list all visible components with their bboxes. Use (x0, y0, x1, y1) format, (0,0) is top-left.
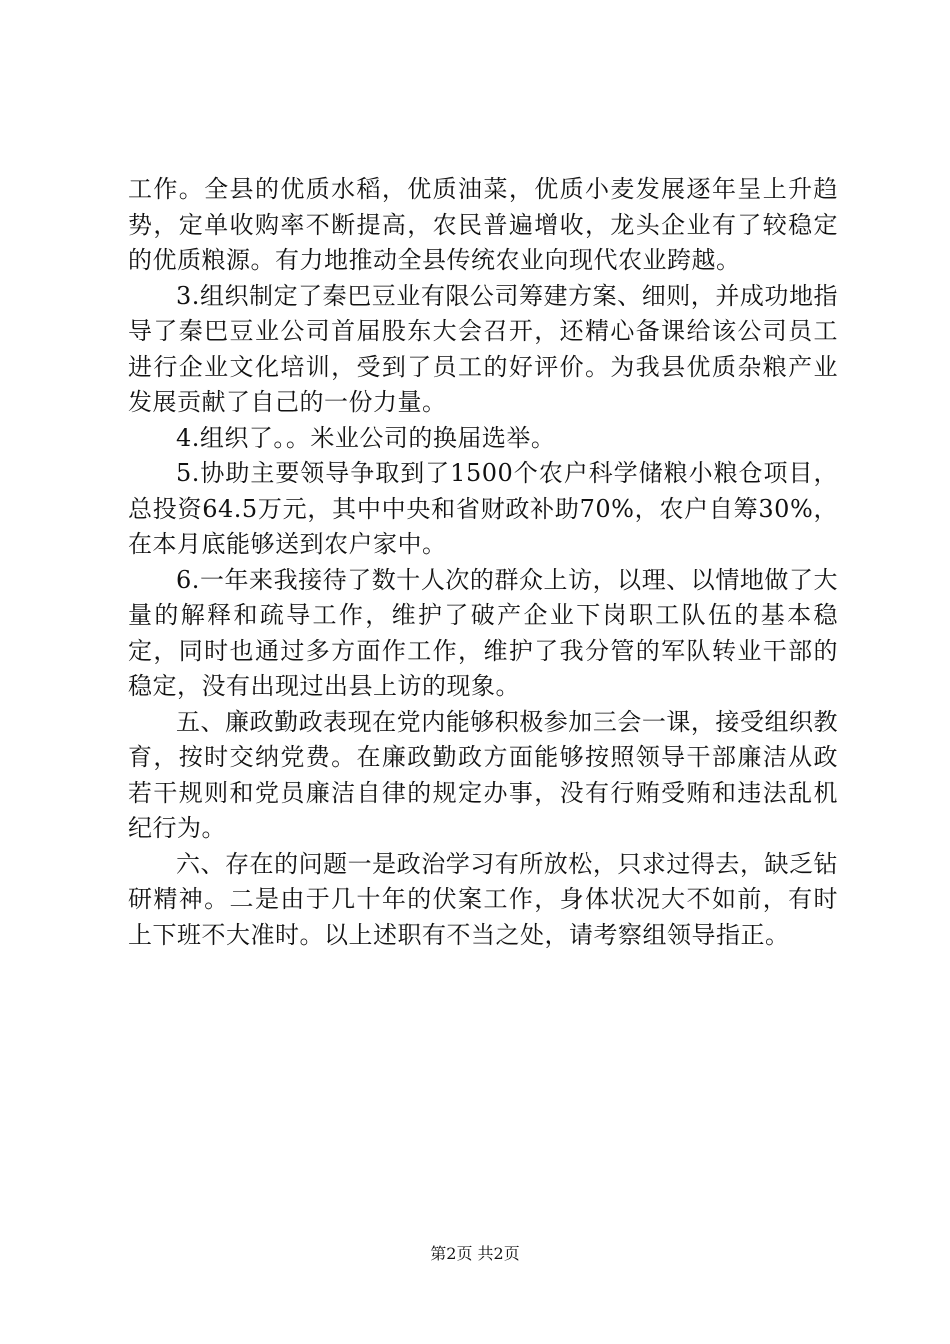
paragraph-item-6: 6.一年来我接待了数十人次的群众上访，以理、以情地做了大量的解释和疏导工作，维护了破产企业下岗职工队伍的基本稳定，同时也通过多方面作工作，维护了我分管的军队转业干部的稳定，没有出现过出县上访的现象。 (128, 565, 838, 700)
page-number: 第2页 共2页 (430, 1244, 520, 1263)
paragraph-section-5: 五、廉政勤政表现在党内能够积极参加三会一课，接受组织教育，按时交纳党费。在廉政勤政方面能够按照领导干部廉洁从政若干规则和党员廉洁自律的规定办事，没有行贿受贿和违法乱机纪行为。 (128, 707, 838, 842)
paragraph-item-3: 3.组织制定了秦巴豆业有限公司筹建方案、细则，并成功地指导了秦巴豆业公司首届股东大会召开，还精心备课给该公司员工进行企业文化培训，受到了员工的好评价。为我县优质杂粮产业发展贡献了自己的一份力量。 (128, 281, 838, 416)
paragraph-continuation: 工作。全县的优质水稻，优质油菜，优质小麦发展逐年呈上升趋势，定单收购率不断提高，农民普遍增收，龙头企业有了较稳定的优质粮源。有力地推动全县传统农业向现代农业跨越。 (128, 175, 838, 274)
page-footer (0, 1244, 950, 1264)
paragraph-item-5: 5.协助主要领导争取到了1500个农户科学储粮小粮仓项目，总投资64.5万元，其中中央和省财政补助70%，农户自筹30%，在本月底能够送到农户家中。 (128, 459, 838, 558)
paragraph-section-6: 六、存在的问题一是政治学习有所放松，只求过得去，缺乏钻研精神。二是由于几十年的伏案工作，身体状况大不如前，有时上下班不大准时。以上述职有不当之处，请考察组领导指正。 (128, 849, 838, 949)
document-body (128, 172, 838, 953)
paragraph-item-4: 4.组织了。。米业公司的换届选举。 (176, 423, 556, 452)
